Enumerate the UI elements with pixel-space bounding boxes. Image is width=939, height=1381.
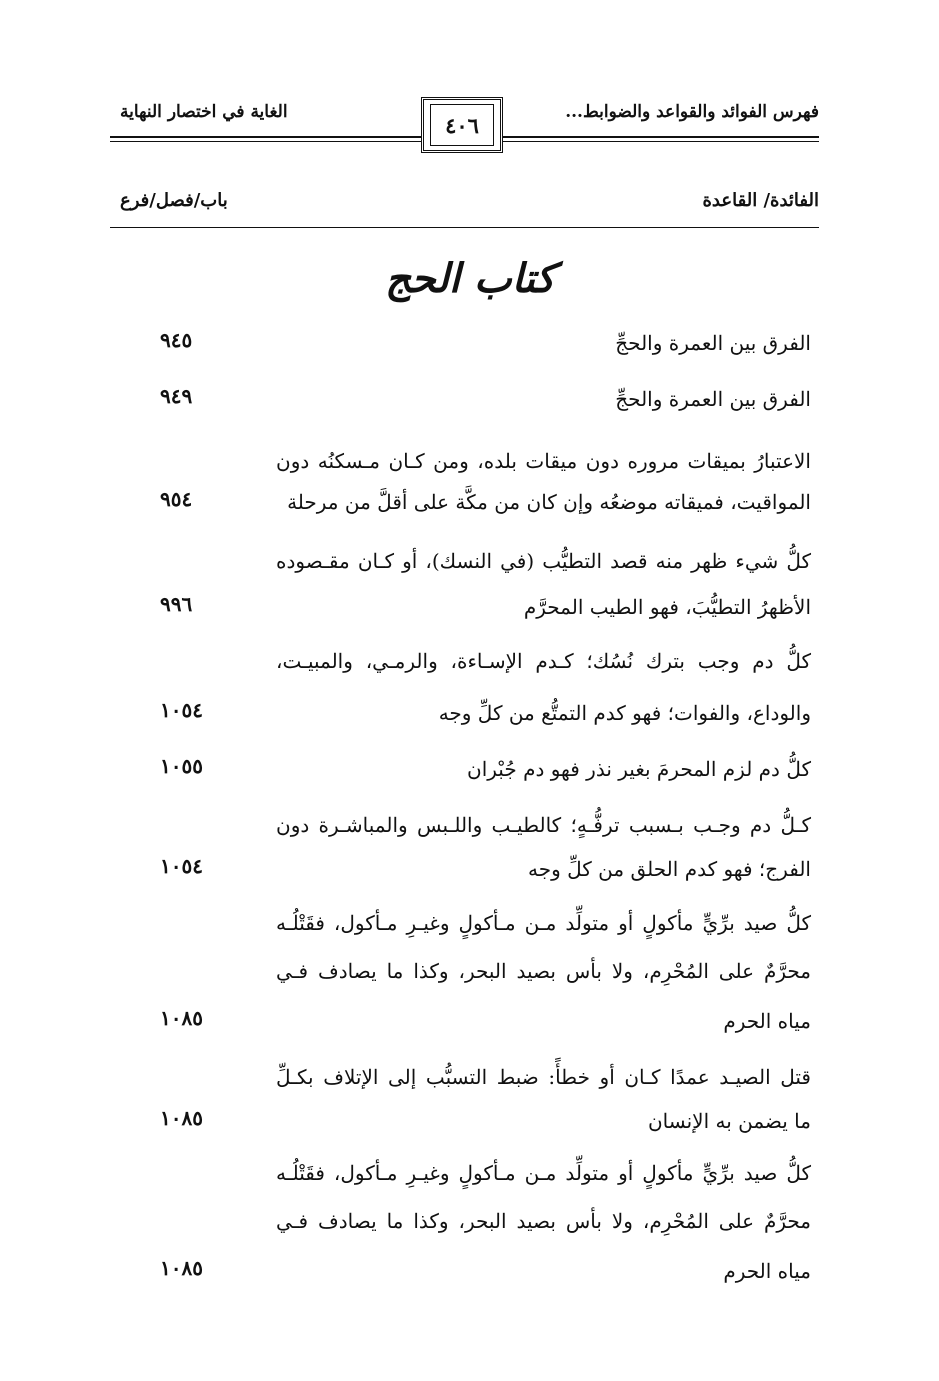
entry-line: والوداع، والفوات؛ فهو كدم التمتُّع من كلِّ وجه	[438, 701, 811, 725]
column-heading-rule-line	[110, 227, 819, 228]
running-header-book: الغاية في اختصار النهاية	[120, 102, 288, 122]
entry-page-number: ٩٥٤	[160, 487, 193, 511]
entry-page-number: ١٠٨٥	[160, 1006, 203, 1030]
entry-line: الفرق بين العمرة والحجِّ	[615, 387, 811, 411]
book-title: كتاب الحج	[385, 255, 555, 302]
running-header-title: فهرس الفوائد والقواعد والضوابط...	[565, 102, 819, 122]
entry-line: قتل الصيـد عمدًا كـان أو خطأً: ضبط التسبُّب إلى الإتلاف بكـلِّ	[276, 1065, 811, 1089]
entry-line: كـلُّ دم وجـب بـسبب ترفُّـهٍ؛ كالطيـب واللـبس والمباشـرة دون	[276, 813, 811, 837]
entry-line: كلُّ دم لزم المحرمَ بغير نذر فهو دم جُبْران	[467, 757, 811, 781]
entry-line: الأظهرُ التطيُّبَ، فهو الطيب المحرَّم	[523, 595, 811, 619]
entry-line: الاعتبارُ بميقات مروره دون ميقات بلده، ومن كـان مـسكنُه دون	[276, 449, 811, 473]
entry-page-number: ١٠٨٥	[160, 1256, 203, 1280]
column-heading-rule: الفائدة/ القاعدة	[702, 190, 819, 211]
entry-line: محرَّمٌ على المُحْرِم، ولا بأس بصيد البحر، وكذا ما يصادف فـي	[276, 959, 811, 983]
entry-page-number: ١٠٥٥	[160, 754, 203, 778]
entry-page-number: ١٠٨٥	[160, 1106, 203, 1130]
entry-page-number: ١٠٥٤	[160, 854, 203, 878]
entry-line: كلُّ شيء ظهر منه قصد التطيُّب (في النسك)، أو كـان مقـصوده	[276, 549, 811, 573]
entry-line: كلُّ دم وجب بترك نُسُك؛ كـدم الإسـاءة، والرمـي، والمبيـت،	[276, 649, 811, 673]
entry-line: محرَّمٌ على المُحْرِم، ولا بأس بصيد البحر، وكذا ما يصادف فـي	[276, 1209, 811, 1233]
entry-line: الفرج؛ فهو كدم الحلق من كلِّ وجه	[528, 857, 811, 881]
entry-page-number: ٩٩٦	[160, 592, 193, 616]
entry-line: مياه الحرم	[723, 1259, 811, 1283]
entry-page-number: ١٠٥٤	[160, 698, 203, 722]
page-number: ٤٠٦	[430, 104, 494, 146]
entry-line: مياه الحرم	[723, 1009, 811, 1033]
page-number-box	[421, 97, 503, 153]
entry-page-number: ٩٤٥	[160, 328, 193, 352]
entry-line: المواقيت، فميقاته موضعُه وإن كان من مكَّة على أقلَّ من مرحلة	[287, 490, 811, 514]
entry-line: الفرق بين العمرة والحجِّ	[615, 331, 811, 355]
entry-page-number: ٩٤٩	[160, 384, 193, 408]
entry-line: ما يضمن به الإنسان	[647, 1109, 811, 1133]
entry-line: كلُّ صيد برِّيٍّ مأكولٍ أو متولِّد مـن مـأكولٍ وغيـرِ مـأكول، فقَتْلُـه	[276, 911, 811, 935]
column-heading-section: باب/فصل/فرع	[120, 190, 228, 211]
entry-line: كلُّ صيد برِّيٍّ مأكولٍ أو متولِّد مـن مـأكولٍ وغيـرِ مـأكول، فقَتْلُـه	[276, 1161, 811, 1185]
